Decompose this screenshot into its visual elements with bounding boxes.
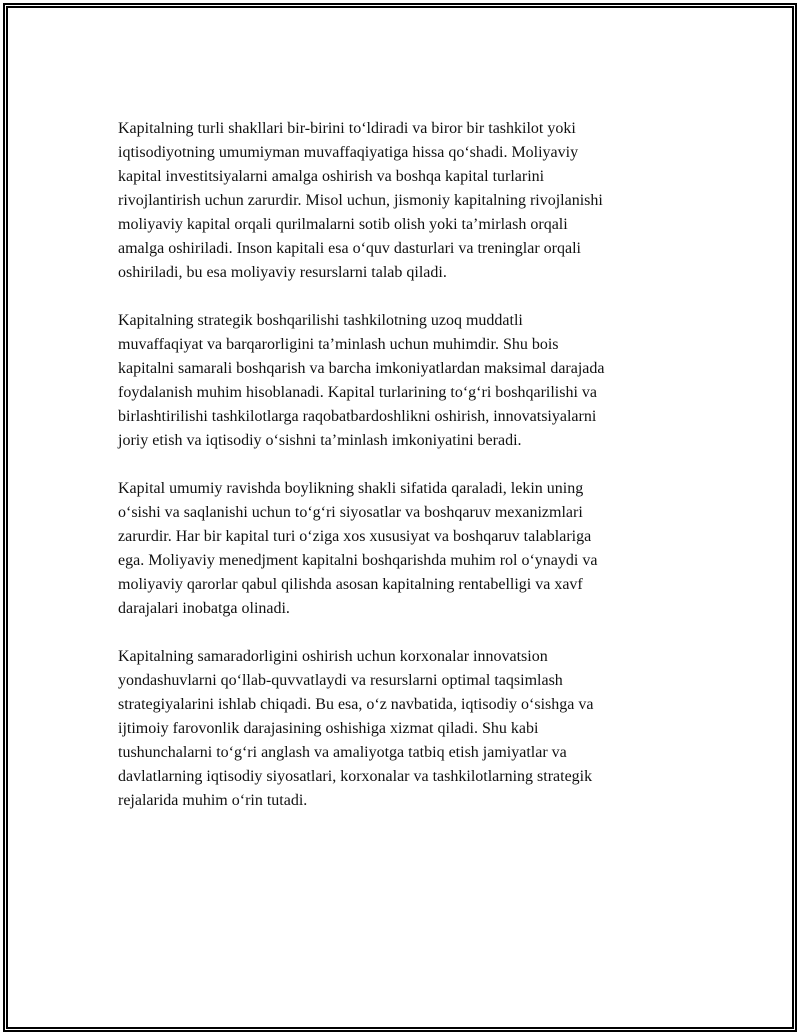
document-body (118, 117, 688, 837)
paragraph-1: Kapitalning turli shakllari bir-birini to‘ldiradi va biror bir tashkilot yoki iqtisodiyotning umumiyman muvaffaqiyatiga hissa qo‘shadi. Moliyaviy kapital investitsiyalarni amalga oshirish va boshqa kapital turlarini rivojlantirish uchun zarurdir. Misol uchun, jismoniy kapitalning rivojlanishi moliyaviy kapital orqali qurilmalarni sotib olish yoki ta’mirlash orqali amalga oshiriladi. Inson kapitali esa o‘quv dasturlari va treninglar orqali oshiriladi, bu esa moliyaviy resurslarni talab qiladi. (118, 120, 603, 281)
paragraph-4: Kapitalning samaradorligini oshirish uchun korxonalar innovatsion yondashuvlarni qo‘llab-quvvatlaydi va resurslarni optimal taqsimlash strategiyalarini ishlab chiqadi. Bu esa, o‘z navbatida, iqtisodiy o‘sishga va ijtimoiy farovonlik darajasining oshishiga xizmat qiladi. Shu kabi tushunchalarni to‘g‘ri anglash va amaliyotga tatbiq etish jamiyatlar va davlatlarning iqtisodiy siyosatlari, korxonalar va tashkilotlarning strategik rejalarida muhim o‘rin tutadi. (118, 648, 594, 809)
paragraph-3: Kapital umumiy ravishda boylikning shakli sifatida qaraladi, lekin uning o‘sishi va saqlanishi uchun to‘g‘ri siyosatlar va boshqaruv mexanizmlari zarurdir. Har bir kapital turi o‘ziga xos xususiyat va boshqaruv talablariga ega. Moliyaviy menedjment kapitalni boshqarishda muhim rol o‘ynaydi va moliyaviy qarorlar qabul qilishda asosan kapitalning rentabelligi va xavf darajalari inobatga olinadi. (118, 480, 598, 617)
paragraph-2: Kapitalning strategik boshqarilishi tashkilotning uzoq muddatli muvaffaqiyat va barqarorligini ta’minlash uchun muhimdir. Shu bois kapitalni samarali boshqarish va barcha imkoniyatlardan maksimal darajada foydalanish muhim hisoblanadi. Kapital turlarining to‘g‘ri boshqarilishi va birlashtirilishi tashkilotlarga raqobatbardoshlikni oshirish, innovatsiyalarni joriy etish va iqtisodiy o‘sishni ta’minlash imkoniyatini beradi. (118, 312, 605, 449)
